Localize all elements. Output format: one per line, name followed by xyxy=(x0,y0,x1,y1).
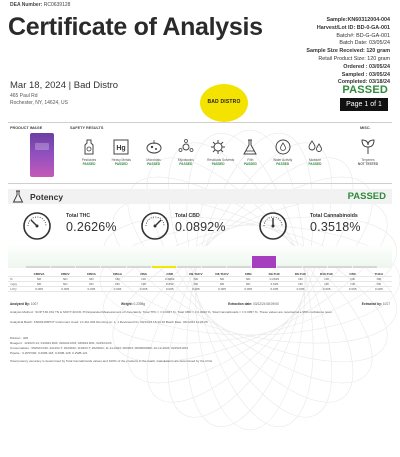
table-cell: ND xyxy=(219,282,225,286)
table-cell: ND xyxy=(36,277,42,281)
overall-status: PASSED xyxy=(342,84,388,96)
consumables-text: Consumables : 052023.040; 221104.T; 2023032; 110323.T; 2023022; 11-11-2023; 003303; 0000000000; 22-12-2023; 021524.R04 xyxy=(10,346,188,350)
table-cell: ND xyxy=(245,277,251,281)
terpenes-leaf-icon xyxy=(359,138,377,156)
table-cell: ND xyxy=(219,277,225,281)
table-cell: ND xyxy=(115,277,120,281)
heavy-metals-hg-icon xyxy=(112,138,130,156)
analyzed-by xyxy=(10,302,38,306)
table-cell: ND xyxy=(115,282,120,286)
safety-test-status: PASSED xyxy=(276,162,290,166)
table-cell: ND xyxy=(298,277,303,281)
sampled-date: Sampled : 03/05/24 xyxy=(341,71,390,78)
cannabinoid-bar xyxy=(353,266,377,268)
retail-size: Retail Product Size: 120 gram xyxy=(318,55,390,62)
total-cbd-label: Total CBD xyxy=(175,213,200,219)
table-cell: 0.005 xyxy=(296,287,305,291)
analyzed-by-label: Analyzed By: xyxy=(10,302,31,306)
safety-test-status: PASSED xyxy=(243,162,257,166)
safety-test-mycotoxins xyxy=(175,138,197,166)
table-column-header: CBC xyxy=(349,272,357,276)
table-cell: ND xyxy=(350,277,355,281)
table-cell: ND xyxy=(376,282,382,286)
table-cell: ND xyxy=(89,282,94,286)
safety-test-name: Moisture xyxy=(308,158,322,162)
table-column-header: D8-THC xyxy=(294,272,307,276)
extracted-by-label: Extracted by: xyxy=(361,302,382,306)
table-column-header: THCA xyxy=(374,272,384,276)
dea-line xyxy=(10,2,70,8)
analysis-info xyxy=(10,302,390,306)
client-address xyxy=(10,93,68,106)
product-image xyxy=(30,133,54,177)
total-thc-value: 0.2626% xyxy=(66,220,117,234)
cannabinoid-bar xyxy=(328,266,352,268)
pesticide-bottle-icon xyxy=(80,138,98,156)
safety-test-status: PASSED xyxy=(114,162,128,166)
table-column-header: D9-THCV xyxy=(189,272,203,276)
misc-label: MISC. xyxy=(360,126,371,130)
table-cell: 0.2626 xyxy=(269,277,280,281)
potency-header xyxy=(8,189,392,204)
table-cell: ND xyxy=(245,282,251,286)
dea-number: RC0639128 xyxy=(43,2,71,8)
footer-note: Total potency accuracy is determined by Total Cannabinoids values and 100% of the products in the batch. Calculations are determined by the COA. xyxy=(10,359,213,363)
weight xyxy=(121,302,145,306)
safety-test-status: PASSED xyxy=(147,162,160,166)
filth-flask-icon xyxy=(241,138,259,156)
cannabinoid-bar xyxy=(177,266,201,268)
cannabinoid-bar xyxy=(277,266,301,268)
table-cell: 0.005 xyxy=(218,287,226,291)
dea-label: DEA Number: xyxy=(10,2,43,8)
total-cannabinoids-label: Total Cannabinoids xyxy=(310,213,358,219)
safety-test-name: Mycotoxins xyxy=(177,158,194,162)
extraction-date xyxy=(228,302,279,306)
solvent-gear-icon xyxy=(209,138,227,156)
table-column-header: CBG xyxy=(140,272,148,276)
table-cell: ND xyxy=(324,277,329,281)
bad-distro-logo xyxy=(200,84,248,122)
extraction-label: Extraction date: xyxy=(228,302,253,306)
table-column-header: CBDA xyxy=(86,272,96,276)
extraction-value: 03/12/24 08:09:00 xyxy=(253,302,279,306)
sample-size: Sample Size Received: 120 gram xyxy=(306,48,390,55)
table-cell: ND xyxy=(193,282,199,286)
table-cell: 0.005 xyxy=(139,287,148,291)
table-cell: 0.005 xyxy=(61,287,70,291)
table-cell: 0.005 xyxy=(348,287,357,291)
table-column-header: D10-THC xyxy=(320,272,334,276)
cannabinoid-bar xyxy=(227,266,251,268)
cannabinoid-bar xyxy=(202,266,226,268)
batch-date: Batch Date: 03/05/24 xyxy=(339,40,390,47)
mycotoxin-icon xyxy=(177,138,195,156)
sample-meta xyxy=(240,17,390,87)
table-column-header: CBDVA xyxy=(33,272,45,276)
divider xyxy=(8,122,392,123)
safety-test-name: Residuals Solvents xyxy=(207,158,235,162)
svg-text:Hg: Hg xyxy=(116,145,126,152)
table-cell: 0.005 xyxy=(322,287,331,291)
address-line-1: 465 Paul Rd xyxy=(10,93,38,99)
table-cell: ND xyxy=(36,282,42,286)
safety-test-residual-solvents xyxy=(207,138,235,166)
total-thc-label: Total THC xyxy=(66,213,91,219)
safety-test-name: Pesticides xyxy=(81,158,97,162)
table-row-label: % xyxy=(10,277,13,281)
ordered-date: Ordered : 03/05/24 xyxy=(343,63,390,70)
cannabinoid-bars xyxy=(26,266,378,268)
microbial-dish-icon xyxy=(145,138,163,156)
table-column-header: CBGA xyxy=(112,272,123,276)
safety-results xyxy=(78,138,326,166)
extracted-by xyxy=(362,302,390,306)
safety-test-name: Microbials xyxy=(146,158,161,162)
table-cell: 0.005 xyxy=(375,287,383,291)
table-cell: 0.005 xyxy=(87,287,96,291)
table-column-header: CBDV xyxy=(60,272,70,276)
weight-label: Weight: xyxy=(121,302,133,306)
table-row xyxy=(8,287,392,292)
table-column-header: CBD xyxy=(166,272,174,276)
misc-test-status: NOT TESTED xyxy=(357,162,379,166)
table-cell: 0.0892 xyxy=(165,277,175,281)
cannabinoid-bar xyxy=(152,266,176,268)
sample-id: Sample:KN60312004-004 xyxy=(326,17,390,23)
table-cell: 0.005 xyxy=(244,287,253,291)
table-cell: 0.005 xyxy=(165,287,174,291)
safety-test-pesticides xyxy=(78,138,100,166)
thc-gauge-icon xyxy=(22,211,52,241)
table-cell: ND xyxy=(62,282,68,286)
table-cell: ND xyxy=(62,277,68,281)
safety-test-status: PASSED xyxy=(179,162,193,166)
harvest-lot-id: Harvest/Lot ID: BD-0-GA-001 xyxy=(316,24,390,31)
table-cell: 0.005 xyxy=(113,287,122,291)
total-cbd-value: 0.0892% xyxy=(175,220,226,234)
client-date-line: Mar 18, 2024 | Bad Distro xyxy=(10,80,119,91)
safety-test-filth xyxy=(239,138,261,166)
table-cell: ND xyxy=(350,282,355,286)
product-image-label: PRODUCT IMAGE xyxy=(10,126,43,130)
cannabinoid-bar xyxy=(101,266,125,268)
table-cell: 2.626 xyxy=(270,282,279,286)
misc-test-terpenes xyxy=(355,138,381,166)
divider xyxy=(8,183,392,184)
table-cell: ND xyxy=(376,277,382,281)
table-row-label: LOQ xyxy=(10,287,17,291)
cannabinoid-bar xyxy=(127,266,151,268)
table-row-label: mg/g xyxy=(10,282,17,286)
analyzed-by-value: 1007 xyxy=(30,302,38,306)
safety-test-microbials xyxy=(143,138,165,166)
potency-status: PASSED xyxy=(347,191,386,202)
analytical-batch-text: Analytical Batch: KN004193POT Instrument Used: LC-DA-004 Running on: 1, 1 Reviewed On: 03/13/24 15:44:10 Batch Date: 03/12/24 11:03:25 xyxy=(10,320,208,324)
cannabinoid-bar xyxy=(51,266,75,268)
table-column-header: D9-THC xyxy=(268,272,280,276)
safety-test-heavy-metals xyxy=(110,138,132,166)
safety-test-name: Filth xyxy=(247,158,254,162)
table-cell: ND xyxy=(89,277,94,281)
total-cannabinoids-value: 0.3518% xyxy=(310,220,361,234)
moisture-drop-icon xyxy=(306,138,324,156)
cannabinoid-bar xyxy=(252,256,276,268)
analysis-method-text: Analysis Method : SOP.T.30.031 TN & SOP.T.40.031.TN Expanded Measurement of Uncertainty: Total THC = ± 0.0047 %, Total CBD = ± 0.0013 %, Total Cannabinoids = ± 0.0057 %. These values are reported at a 95% confidence level. xyxy=(10,310,333,314)
completed-date: Completed: 03/18/24 xyxy=(337,79,390,86)
misc-test-name: Terpenes xyxy=(361,158,375,162)
safety-results-label: SAFETY RESULTS xyxy=(70,126,104,130)
weight-value: 0.2395g xyxy=(133,302,146,306)
table-cell: 0.892 xyxy=(165,282,174,286)
cannabinoid-table xyxy=(8,272,392,292)
dilution-text: Dilution : 400 xyxy=(10,336,29,340)
safety-test-water-activity xyxy=(272,138,294,166)
cannabinoid-bar xyxy=(303,266,327,268)
table-cell: ND xyxy=(298,282,303,286)
potency-title: Potency xyxy=(30,192,64,202)
table-cell: 0.005 xyxy=(270,287,279,291)
cannabinoid-bar xyxy=(26,266,50,268)
safety-test-status: PASSED xyxy=(82,162,96,166)
cbd-gauge-icon xyxy=(140,211,170,241)
batch-number: Batch#: BD-G-GA-001 xyxy=(336,32,390,39)
safety-test-moisture xyxy=(304,138,326,166)
table-cell: ND xyxy=(141,282,146,286)
extracted-by-value: 1017 xyxy=(382,302,390,306)
logo-text: BAD DISTRO xyxy=(207,99,241,105)
table-cell: ND xyxy=(324,282,329,286)
safety-test-name: Heavy Metals xyxy=(111,158,131,162)
safety-test-status: PASSED xyxy=(308,162,322,166)
safety-test-name: Water Activity xyxy=(273,158,293,162)
table-cell: 0.005 xyxy=(192,287,200,291)
table-cell: ND xyxy=(193,277,199,281)
address-line-2: Rochester, NY, 14624, US xyxy=(10,99,68,106)
table-column-header: D8-THCV xyxy=(215,272,229,276)
table-column-header: CBN xyxy=(244,272,252,276)
water-gauge-icon xyxy=(274,138,292,156)
safety-test-status: PASSED xyxy=(211,162,225,166)
cannabinoid-bar xyxy=(76,266,100,268)
table-cell: ND xyxy=(141,277,146,281)
potency-flask-icon xyxy=(12,190,24,203)
page-title: Certificate of Analysis xyxy=(8,13,263,41)
potency-chart-band xyxy=(8,246,392,268)
reagent-text: Reagent : 121623.14; 013024.R04; 020224.R03; 030624.R01; 021524.R3 xyxy=(10,341,112,345)
page-indicator: Page 1 of 1 xyxy=(340,98,388,111)
table-cell: 0.005 xyxy=(35,287,43,291)
cannabinoids-gauge-icon xyxy=(258,211,288,241)
pipette-text: Pipette : 0.2PP.002; 0.2WB-118; 0.2WB-126; 0.2WB-121 xyxy=(10,351,88,355)
